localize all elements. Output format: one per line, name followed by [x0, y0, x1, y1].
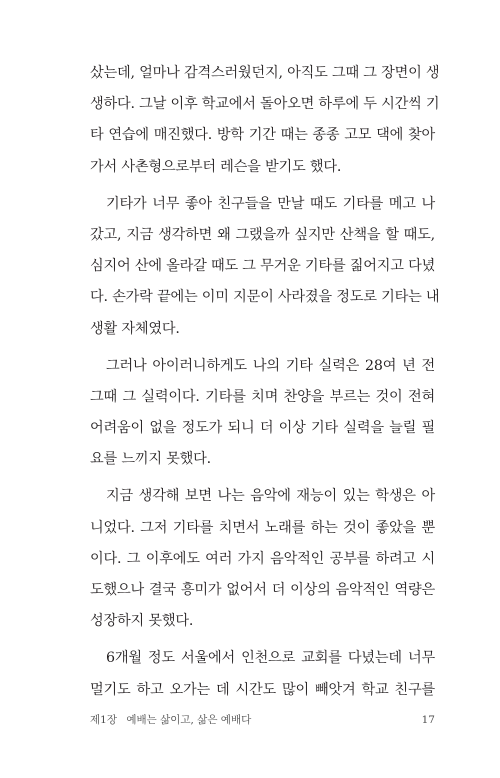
body-text [90, 58, 440, 706]
page-number: 17 [421, 714, 435, 726]
paragraph [90, 351, 435, 476]
text-line: 샀는데, 얼마나 감격스러웠던지, 아직도 그때 그 장면이 생 [90, 65, 440, 81]
text-line: 생활 자체였다. [90, 320, 180, 337]
text-line: 다. 손가락 끝에는 이미 지문이 사라졌을 정도로 기타는 내 [90, 289, 440, 306]
text-line: 타 연습에 매진했다. 방학 기간 때는 종종 고모 댁에 찾아 [90, 127, 435, 144]
text-line: 생하다. 그날 이후 학교에서 돌아오면 하루에 두 시간씩 기 [90, 96, 440, 113]
paragraph [90, 58, 440, 183]
paragraph [90, 481, 435, 637]
footer-title: 예배는 삶이고, 삶은 예배다 [126, 714, 252, 726]
text-line: 니었다. 그저 기타를 치면서 노래를 하는 것이 좋았을 뿐 [90, 519, 435, 536]
text-line: 6개월 정도 서울에서 인천으로 교회를 다녔는데 너무 [106, 650, 435, 667]
running-footer [90, 709, 251, 731]
text-line: 그때 그 실력이다. 기타를 치며 찬양을 부르는 것이 전혀 [90, 388, 435, 405]
footer-chapter: 제1장 [90, 714, 117, 726]
text-line: 도했으나 결국 흥미가 없어서 더 이상의 음악적인 역량은 [90, 582, 435, 598]
page-footer [90, 709, 435, 731]
text-line: 멀기도 하고 오가는 데 시간도 많이 빼앗겨 학교 친구를 [90, 681, 435, 698]
text-line: 이다. 그 이후에도 여러 가지 음악적인 공부를 하려고 시 [90, 550, 435, 567]
text-line: 지금 생각해 보면 나는 음악에 재능이 있는 학생은 아 [106, 488, 435, 505]
paragraph [90, 643, 435, 705]
text-line: 심지어 산에 올라갈 때도 그 무거운 기타를 짊어지고 다녔 [90, 258, 436, 275]
text-line: 어려움이 없을 정도가 되니 더 이상 기타 실력을 늘릴 필 [90, 420, 435, 437]
paragraph [90, 189, 440, 345]
text-line: 요를 느끼지 못했다. [90, 451, 211, 468]
text-line: 성장하지 못했다. [90, 613, 194, 630]
text-line: 갔고, 지금 생각하면 왜 그랬을까 싶지만 산책을 할 때도, [90, 226, 435, 243]
text-line: 그러나 아이러니하게도 나의 기타 실력은 28여 년 전 [106, 357, 435, 374]
text-line: 기타가 너무 좋아 친구들을 만날 때도 기타를 메고 나 [106, 195, 435, 212]
text-line: 가서 사촌형으로부터 레슨을 받기도 했다. [90, 158, 342, 175]
